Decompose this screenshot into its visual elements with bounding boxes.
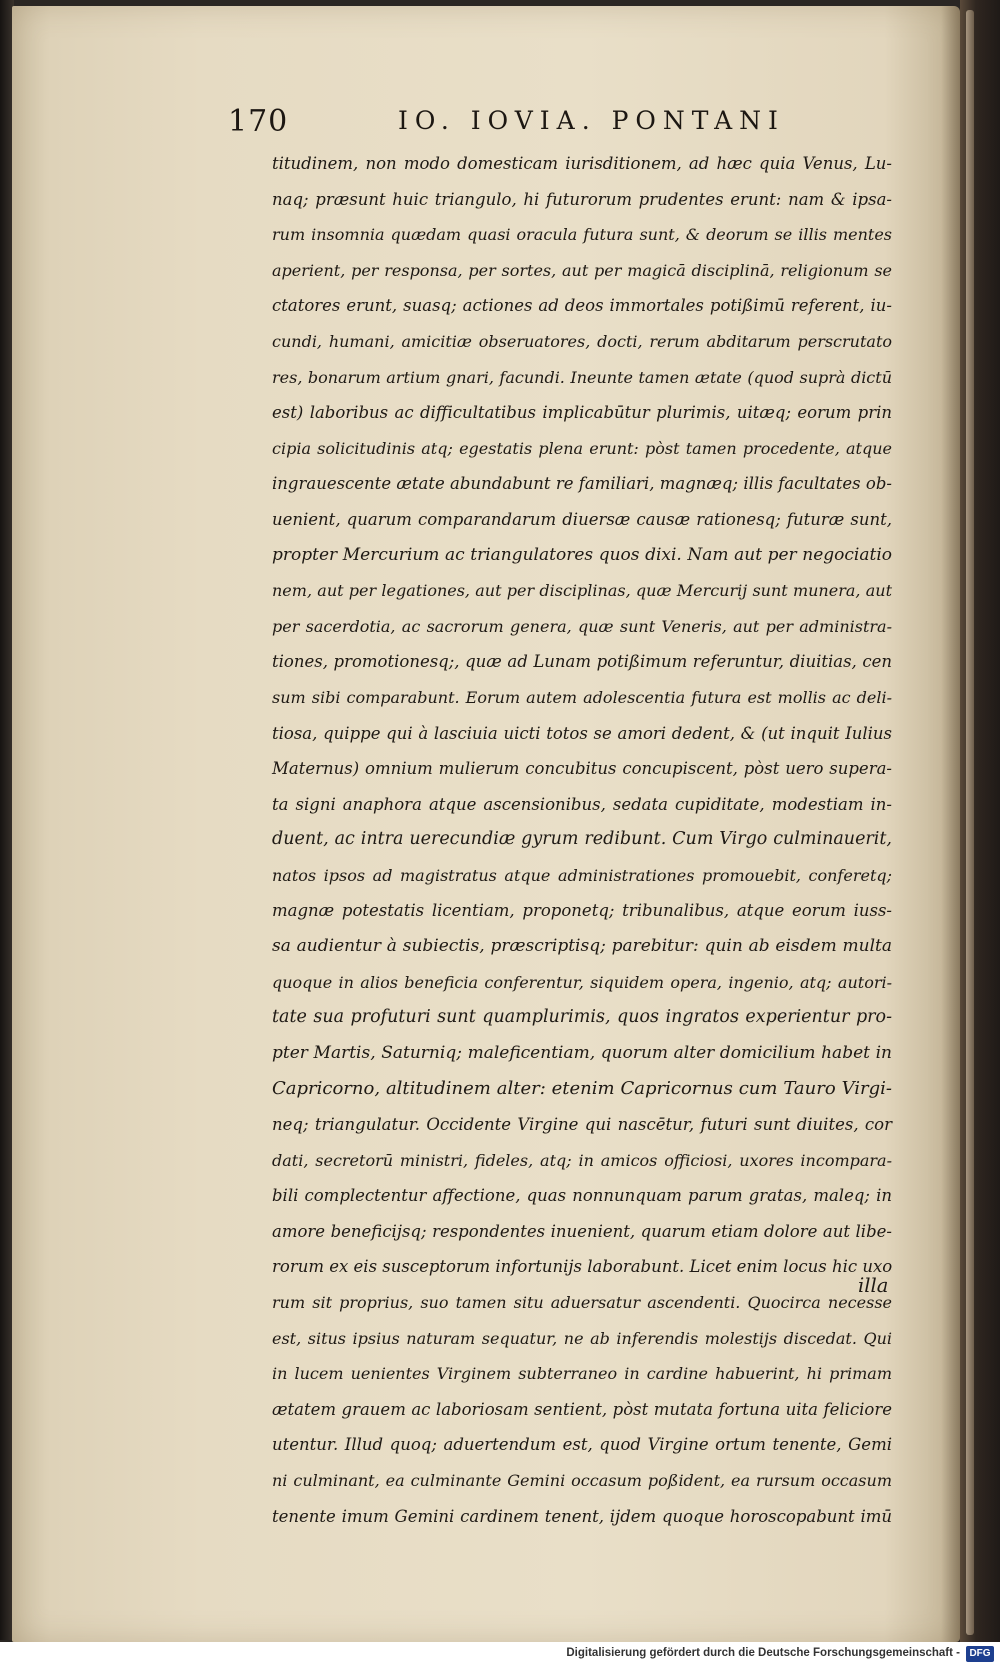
text-line: rorum ex eis susceptorum infortunijs laborabunt. Licet enim locus hic uxo bbox=[272, 1257, 893, 1277]
text-line: propter Mercurium ac triangulatores quos dixi. Nam aut per negociatio bbox=[272, 544, 892, 565]
body-text bbox=[272, 146, 892, 1534]
funding-credit: Digitalisierung gefördert durch die Deutsche Forschungsgemeinschaft - bbox=[566, 1647, 960, 1659]
text-line: quoque in alios beneficia conferentur, siquidem opera, ingenio, atq; autori- bbox=[272, 972, 892, 992]
text-line: cundi, humani, amicitiæ obseruatores, docti, rerum abditarum perscrutato bbox=[272, 331, 892, 351]
text-line: tenente imum Gemini cardinem tenent, ijdem quoque horoscopabunt imū bbox=[272, 1506, 892, 1526]
text-line: uenient, quarum comparandarum diuersæ causæ rationesq; futuræ sunt, bbox=[272, 509, 892, 529]
text-line: titudinem, non modo domesticam iurisditionem, ad hæc quia Venus, Lu- bbox=[272, 154, 892, 173]
text-line: ætatem grauem ac laboriosam sentient, pòst mutata fortuna uita feliciore bbox=[272, 1399, 892, 1419]
text-line: natos ipsos ad magistratus atque administrationes promouebit, conferetq; bbox=[272, 865, 892, 885]
page-fore-edge bbox=[966, 10, 974, 1635]
text-line: ta signi anaphora atque ascensionibus, sedata cupiditate, modestiam in- bbox=[272, 794, 892, 814]
text-line: nem, aut per legationes, aut per disciplinas, quæ Mercurij sunt munera, aut bbox=[272, 581, 892, 601]
page-number: 170 bbox=[228, 104, 289, 139]
text-line: duent, ac intra uerecundiæ gyrum redibunt. Cum Virgo culminauerit, bbox=[272, 829, 892, 850]
text-line: in lucem uenientes Virginem subterraneo in cardine habuerint, hi primam bbox=[272, 1364, 892, 1384]
text-line: est) laboribus ac difficultatibus implicabūtur plurimis, uitæq; eorum prin bbox=[272, 403, 892, 423]
text-line: utentur. Illud quoq; aduertendum est, quod Virgine ortum tenente, Gemi bbox=[272, 1435, 892, 1455]
text-line: bili complectentur affectione, quas nonnunquam parum gratas, maleq; in bbox=[272, 1186, 892, 1206]
text-line: ctatores erunt, suasq; actiones ad deos immortales potißimū referent, iu- bbox=[272, 296, 892, 316]
text-line: sa audientur à subiectis, præscriptisq; parebitur: quin ab eisdem multa bbox=[272, 936, 892, 957]
text-line: sum sibi comparabunt. Eorum autem adolescentia futura est mollis ac deli- bbox=[272, 687, 892, 707]
text-line: pter Martis, Saturniq; maleficentiam, quorum alter domicilium habet in bbox=[272, 1042, 892, 1063]
catchword: illa bbox=[858, 1274, 889, 1297]
text-line: magnæ potestatis licentiam, proponetq; tribunalibus, atque eorum iuss- bbox=[272, 901, 892, 921]
text-line: res, bonarum artium gnari, facundi. Ineunte tamen ætate (quod suprà dictū bbox=[272, 367, 892, 387]
digitization-footer bbox=[0, 1642, 1000, 1668]
text-line: cipia solicitudinis atq; egestatis plena erunt: pòst tamen procedente, atque bbox=[272, 438, 892, 458]
text-line: tiones, promotionesq;, quæ ad Lunam potißimum referuntur, diuitias, cen bbox=[272, 652, 892, 672]
text-line: neq; triangulatur. Occidente Virgine qui nascētur, futuri sunt diuites, cor bbox=[272, 1115, 892, 1135]
running-header bbox=[228, 104, 848, 144]
running-title: IO. IOVIA. PONTANI bbox=[398, 106, 785, 135]
dfg-logo: DFG bbox=[966, 1646, 994, 1662]
text-line: per sacerdotia, ac sacrorum genera, quæ sunt Veneris, aut per administra- bbox=[272, 616, 892, 636]
text-line: naq; præsunt huic triangulo, hi futurorum prudentes erunt: nam & ipsa- bbox=[272, 189, 892, 209]
text-line: est, situs ipsius naturam sequatur, ne ab inferendis molestijs discedat. Qui bbox=[272, 1328, 892, 1348]
text-line: amore beneficijsq; respondentes inuenient, quarum etiam dolore aut libe- bbox=[272, 1221, 892, 1241]
text-line: rum insomnia quædam quasi oracula futura sunt, & deorum se illis mentes bbox=[272, 225, 892, 245]
text-line: Maternus) omnium mulierum concubitus concupiscent, pòst uero supera- bbox=[272, 759, 892, 779]
text-line: tiosa, quippe qui à lasciuia uicti totos se amori dedent, & (ut inquit Iulius bbox=[272, 723, 892, 743]
text-line: Capricorno, altitudinem alter: etenim Capricornus cum Tauro Virgi- bbox=[272, 1078, 892, 1100]
text-line: dati, secretorū ministri, fideles, atq; in amicos officiosi, uxores incompara- bbox=[272, 1150, 892, 1170]
text-line: ingrauescente ætate abundabunt re familiari, magnæq; illis facultates ob- bbox=[272, 474, 892, 494]
text-line: aperient, per responsa, per sortes, aut per magicā disciplinā, religionum se bbox=[272, 260, 892, 280]
text-line: tate sua profuturi sunt quamplurimis, quos ingratos experientur pro- bbox=[272, 1007, 892, 1028]
text-line: rum sit proprius, suo tamen situ aduersatur ascendenti. Quocirca necesse bbox=[272, 1293, 892, 1312]
text-line: ni culminant, ea culminante Gemini occasum poßident, ea rursum occasum bbox=[272, 1470, 892, 1490]
